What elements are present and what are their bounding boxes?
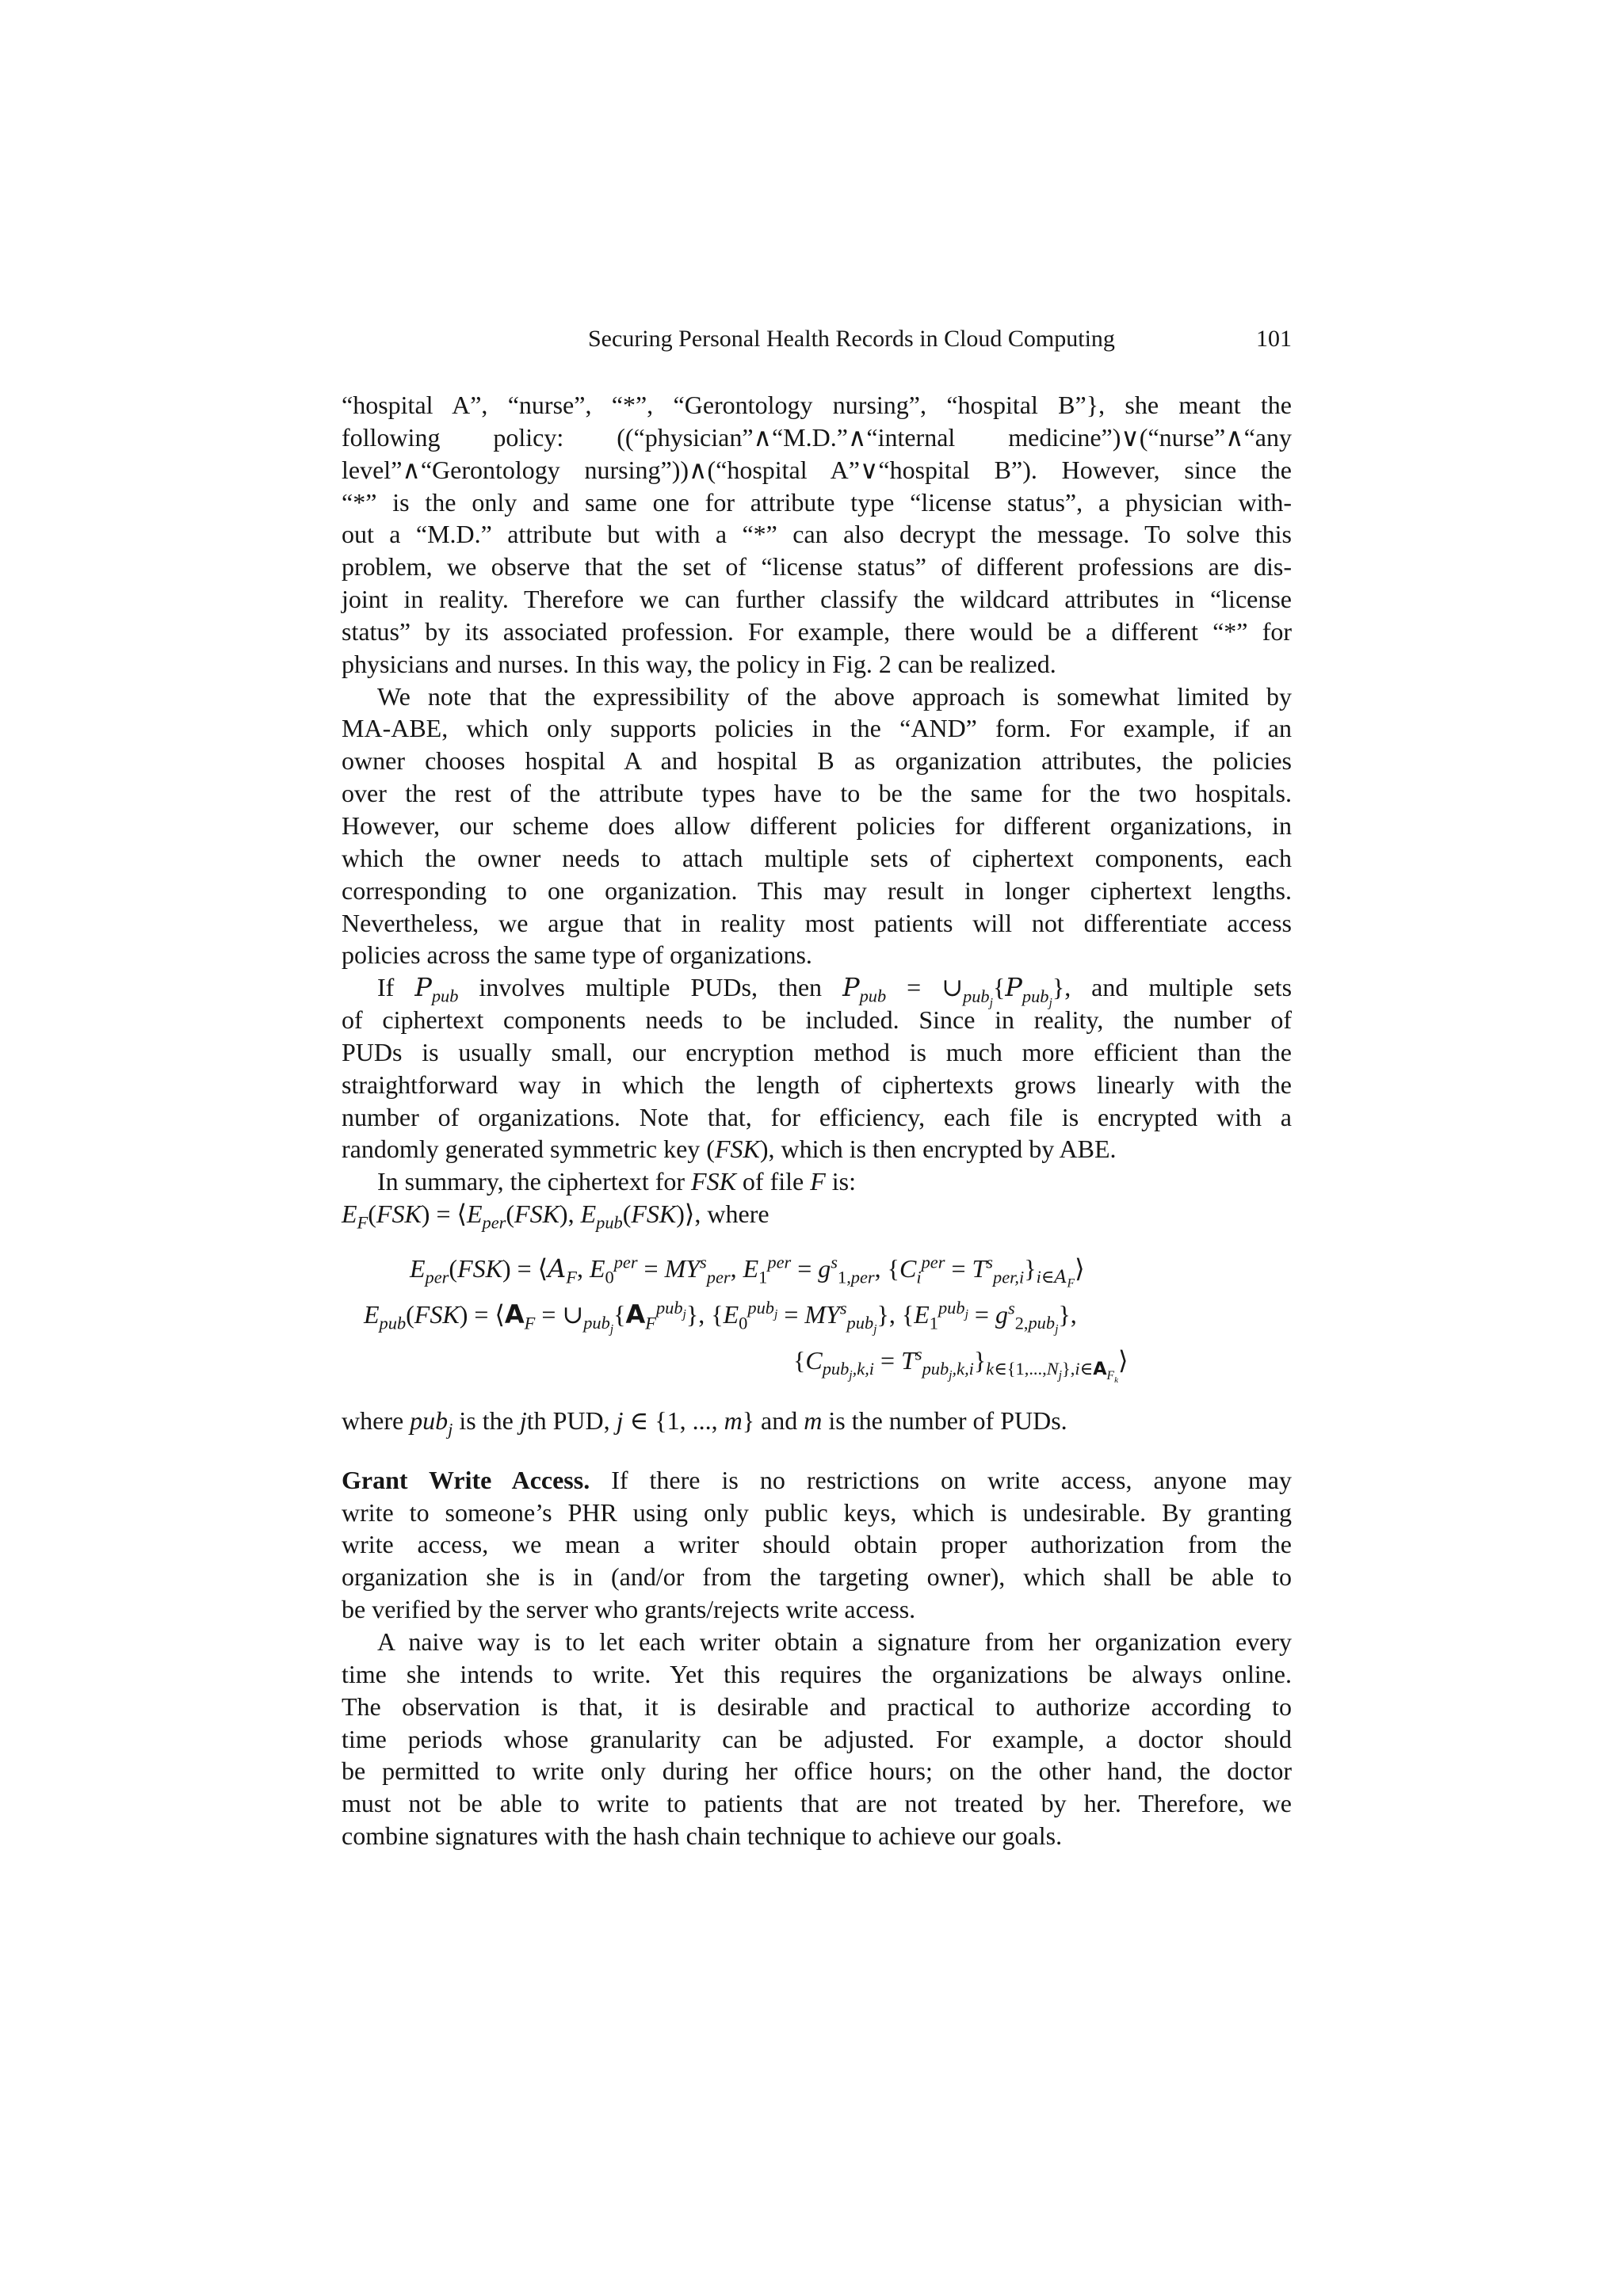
text-line: randomly generated symmetric key (FSK), which is then encrypted by ABE. — [342, 1135, 1117, 1164]
text-line: out a “M.D.” attribute but with a “*” can also decrypt the message. To solve this — [342, 520, 1292, 549]
text-line: combine signatures with the hash chain technique to achieve our goals. — [342, 1821, 1063, 1851]
paragraph-policy-example — [342, 389, 1292, 681]
running-title: Securing Personal Health Records in Cloud Computing — [588, 326, 1115, 352]
equation-e-pub: $E_{pub}(FSK)$ = $⟨A_F$ = $\cup_{pub_j}\{A_F^{pub_j}\}$, $\{E_0^{pub_j} = MY^s_{pub_j}\}$, $\{E_1^{pub_j} = g^s_{2,pub_j}\}$, — [364, 1298, 1077, 1337]
text-line: time she intends to write. Yet this requires the organizations be always online. — [342, 1659, 1292, 1688]
paragraph-expressibility — [342, 681, 1292, 972]
text-line: must not be able to write to patients that are not treated by her. Therefore, we — [342, 1789, 1292, 1818]
text-line: corresponding to one organization. This may result in longer ciphertext lengths. — [342, 875, 1292, 905]
text-line: physicians and nurses. In this way, the policy in Fig. 2 can be realized. — [342, 649, 1056, 678]
text-line: The observation is that, it is desirable and practical to authorize according to — [342, 1691, 1292, 1721]
text-line: Nevertheless, we argue that in reality most patients will not differentiate access — [342, 908, 1292, 937]
paragraph-summary — [342, 1165, 1292, 1233]
equation-e-per: $E_{per}(FSK)$ = $⟨A_F$, $E_0^{per} = MY^s_{per}$, $E_1^{per} = g^s_{1,per}$, {$C_i^{per}$ = $T^s_{per,i}\}_{i\in A_F}⟩$ — [410, 1252, 1085, 1291]
paragraph-naive-way — [342, 1626, 1292, 1852]
text-line: “hospital A”, “nurse”, “*”, “Gerontology nursing”, “hospital B”}, she meant the — [342, 391, 1292, 419]
text-line: “*” is the only and same one for attribute type “license status”, a physician with- — [342, 487, 1292, 517]
equation-e-pub-continued: {$C_{pub_j,k,i}$ = $T^s_{pub_j,k,i}\}_{k\in\{1,...,N_j\},i\in A_{F_k}}⟩$ — [793, 1344, 1128, 1385]
body-text — [342, 389, 1292, 1852]
text-line: joint in reality. Therefore we can further classify the wildcard attributes in “license — [342, 585, 1292, 614]
text-line: policies across the same type of organizations. — [342, 940, 812, 970]
text-line: owner chooses hospital A and hospital B as organization attributes, the policies — [342, 746, 1292, 776]
text-line: $E_F(FSK)$ = $⟨E_{per}(FSK)$, $E_{pub}(FSK)⟩$, where — [342, 1199, 769, 1233]
text-line: organization she is in (and/or from the targeting owner), which shall be able to — [342, 1562, 1292, 1592]
text-line: where pub$_j$ is the jth PUD, j ∈ {1, ..., m} and m is the number of PUDs. — [342, 1405, 1067, 1440]
text-line: over the rest of the attribute types have to be the same for the two hospitals. — [342, 779, 1292, 808]
text-line: However, our scheme does allow different policies for different organizations, in — [342, 810, 1292, 840]
text-line: PUDs is usually small, our encryption method is much more efficient than the — [342, 1037, 1292, 1066]
paragraph-multiple-puds — [342, 971, 1292, 1165]
text-line: be permitted to write only during her office hours; on the other hand, the doctor — [342, 1756, 1292, 1786]
paragraph-grant-write-access — [342, 1464, 1292, 1626]
page-number: 101 — [1256, 326, 1292, 352]
text-line: which the owner needs to attach multiple sets of ciphertext components, each — [342, 843, 1292, 872]
text-line: following policy: ((“physician”∧“M.D.”∧“internal medicine”)∨(“nurse”∧“any — [342, 422, 1292, 452]
text-line: straightforward way in which the length of ciphertexts grows linearly with the — [342, 1070, 1292, 1099]
text-line: write access, we mean a writer should obtain proper authorization from the — [342, 1530, 1292, 1559]
text-line: number of organizations. Note that, for efficiency, each file is encrypted with a — [342, 1102, 1292, 1131]
text-line: Grant Write Access. If there is no restrictions on write access, anyone may — [342, 1465, 1293, 1494]
text-line: time periods whose granularity can be adjusted. For example, a doctor should — [342, 1724, 1292, 1753]
paragraph-where — [342, 1405, 1292, 1440]
text-line: status” by its associated profession. For example, there would be a different “*” for — [342, 616, 1292, 646]
text-line: write to someone’s PHR using only public keys, which is undesirable. By granting — [342, 1497, 1292, 1527]
text-line: MA-ABE, which only supports policies in the “AND” form. For example, if an — [342, 714, 1292, 743]
text-line: A naive way is to let each writer obtain a signature from her organization every — [377, 1627, 1292, 1656]
text-line: If $P_{pub}$ involves multiple PUDs, then $P_{pub}$ = $\cup_{pub_j}\{P_{pub_j}\}$, and multiple sets — [377, 972, 1293, 1010]
text-line: We note that the expressibility of the above approach is somewhat limited by — [377, 681, 1292, 711]
text-line: level”∧“Gerontology nursing”))∧(“hospital A”∨“hospital B”). However, since the — [342, 455, 1292, 484]
text-line: of ciphertext components needs to be included. Since in reality, the number of — [342, 1005, 1292, 1035]
ciphertext-equations — [342, 1253, 1292, 1390]
text-line: In summary, the ciphertext for FSK of file F is: — [377, 1167, 856, 1196]
section-heading: Grant Write Access. — [342, 1465, 590, 1494]
text-line: problem, we observe that the set of “license status” of different professions are dis- — [342, 552, 1292, 582]
text-line: be verified by the server who grants/rejects write access. — [342, 1595, 916, 1624]
